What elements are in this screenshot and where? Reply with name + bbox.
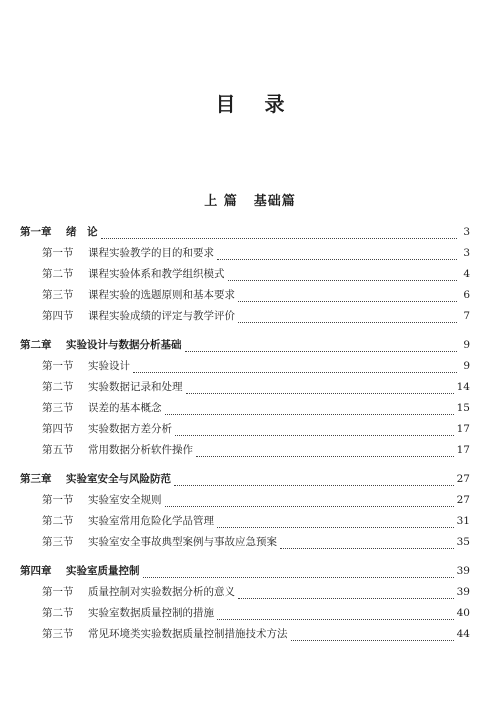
section-number: 第三节 <box>42 289 74 301</box>
page-number: 14 <box>456 381 470 393</box>
chapter-entry[interactable] <box>20 563 470 584</box>
page-number: 9 <box>463 360 470 372</box>
chapter-title: 实验设计与数据分析基础 <box>66 339 182 351</box>
section-number: 第三节 <box>42 628 74 640</box>
dot-leader <box>217 618 454 620</box>
part-label: 上 篇 <box>204 194 238 209</box>
page-number: 27 <box>456 494 470 506</box>
page-number: 17 <box>456 444 470 456</box>
page-number: 35 <box>456 536 470 548</box>
page-number: 39 <box>456 586 470 598</box>
page-title: 目 录 <box>215 92 296 116</box>
page-number: 9 <box>463 339 470 351</box>
section-number: 第一节 <box>42 247 74 259</box>
dot-leader <box>143 576 454 578</box>
section-entry[interactable] <box>20 534 470 555</box>
dot-leader <box>280 547 454 549</box>
section-number: 第四节 <box>42 310 74 322</box>
chapter-title: 实验室安全与风险防范 <box>66 473 171 485</box>
section-title: 实验数据方差分析 <box>88 423 172 435</box>
chapter-number: 第三章 <box>20 473 52 485</box>
dot-leader <box>196 455 454 457</box>
dot-leader <box>165 505 454 507</box>
section-number: 第三节 <box>42 536 74 548</box>
dot-leader <box>238 300 457 302</box>
section-entry[interactable] <box>20 605 470 626</box>
section-number: 第二节 <box>42 607 74 619</box>
page-number: 7 <box>463 310 470 322</box>
section-number: 第三节 <box>42 402 74 414</box>
page-number: 39 <box>456 565 470 577</box>
section-entry[interactable] <box>20 492 470 513</box>
page-number: 40 <box>456 607 470 619</box>
table-of-contents <box>20 224 470 647</box>
chapter-title: 绪 论 <box>66 226 98 238</box>
section-title: 实验数据记录和处理 <box>88 381 183 393</box>
section-title: 实验室安全规则 <box>88 494 162 506</box>
section-title: 课程实验教学的目的和要求 <box>88 247 214 259</box>
page-number: 6 <box>463 289 470 301</box>
page-number: 44 <box>456 628 470 640</box>
page-number: 4 <box>463 268 470 280</box>
page-number: 3 <box>463 226 470 238</box>
section-title: 常见环境类实验数据质量控制措施技术方法 <box>88 628 288 640</box>
page-number: 27 <box>456 473 470 485</box>
section-title: 课程实验成绩的评定与教学评价 <box>88 310 235 322</box>
dot-leader <box>185 350 458 352</box>
section-title: 课程实验体系和教学组织模式 <box>88 268 225 280</box>
section-number: 第二节 <box>42 515 74 527</box>
dot-leader <box>175 434 454 436</box>
dot-leader <box>217 258 457 260</box>
dot-leader <box>291 639 454 641</box>
section-number: 第一节 <box>42 586 74 598</box>
dot-leader <box>101 237 458 239</box>
section-title: 实验室数据质量控制的措施 <box>88 607 214 619</box>
dot-leader <box>238 321 457 323</box>
chapter-entry[interactable] <box>20 224 470 245</box>
section-number: 第四节 <box>42 423 74 435</box>
dot-leader <box>165 413 454 415</box>
page-number: 31 <box>456 515 470 527</box>
section-entry[interactable] <box>20 513 470 534</box>
section-entry[interactable] <box>20 308 470 329</box>
section-title: 课程实验的选题原则和基本要求 <box>88 289 235 301</box>
dot-leader <box>217 526 454 528</box>
chapter-entry[interactable] <box>20 471 470 492</box>
page-number: 17 <box>456 423 470 435</box>
section-number: 第一节 <box>42 360 74 372</box>
section-title: 质量控制对实验数据分析的意义 <box>88 586 235 598</box>
chapter-number: 第四章 <box>20 565 52 577</box>
section-entry[interactable] <box>20 379 470 400</box>
section-number: 第二节 <box>42 268 74 280</box>
section-entry[interactable] <box>20 358 470 379</box>
section-title: 常用数据分析软件操作 <box>88 444 193 456</box>
section-number: 第二节 <box>42 381 74 393</box>
dot-leader <box>228 279 458 281</box>
part-name: 基础篇 <box>253 194 296 209</box>
chapter-number: 第二章 <box>20 339 52 351</box>
section-entry[interactable] <box>20 245 470 266</box>
section-entry[interactable] <box>20 421 470 442</box>
page-number: 15 <box>456 402 470 414</box>
section-title: 实验室安全事故典型案例与事故应急预案 <box>88 536 277 548</box>
dot-leader <box>174 484 454 486</box>
section-entry[interactable] <box>20 400 470 421</box>
section-entry[interactable] <box>20 626 470 647</box>
section-entry[interactable] <box>20 266 470 287</box>
section-entry[interactable] <box>20 287 470 308</box>
section-title: 实验室常用危险化学品管理 <box>88 515 214 527</box>
section-number: 第五节 <box>42 444 74 456</box>
chapter-title: 实验室质量控制 <box>66 565 140 577</box>
section-entry[interactable] <box>20 442 470 463</box>
part-title <box>0 190 500 209</box>
section-title: 误差的基本概念 <box>88 402 162 414</box>
dot-leader <box>238 597 454 599</box>
page-number: 3 <box>463 247 470 259</box>
chapter-entry[interactable] <box>20 337 470 358</box>
section-entry[interactable] <box>20 584 470 605</box>
section-number: 第一节 <box>42 494 74 506</box>
chapter-number: 第一章 <box>20 226 52 238</box>
section-title: 实验设计 <box>88 360 130 372</box>
dot-leader <box>133 371 457 373</box>
dot-leader <box>186 392 454 394</box>
